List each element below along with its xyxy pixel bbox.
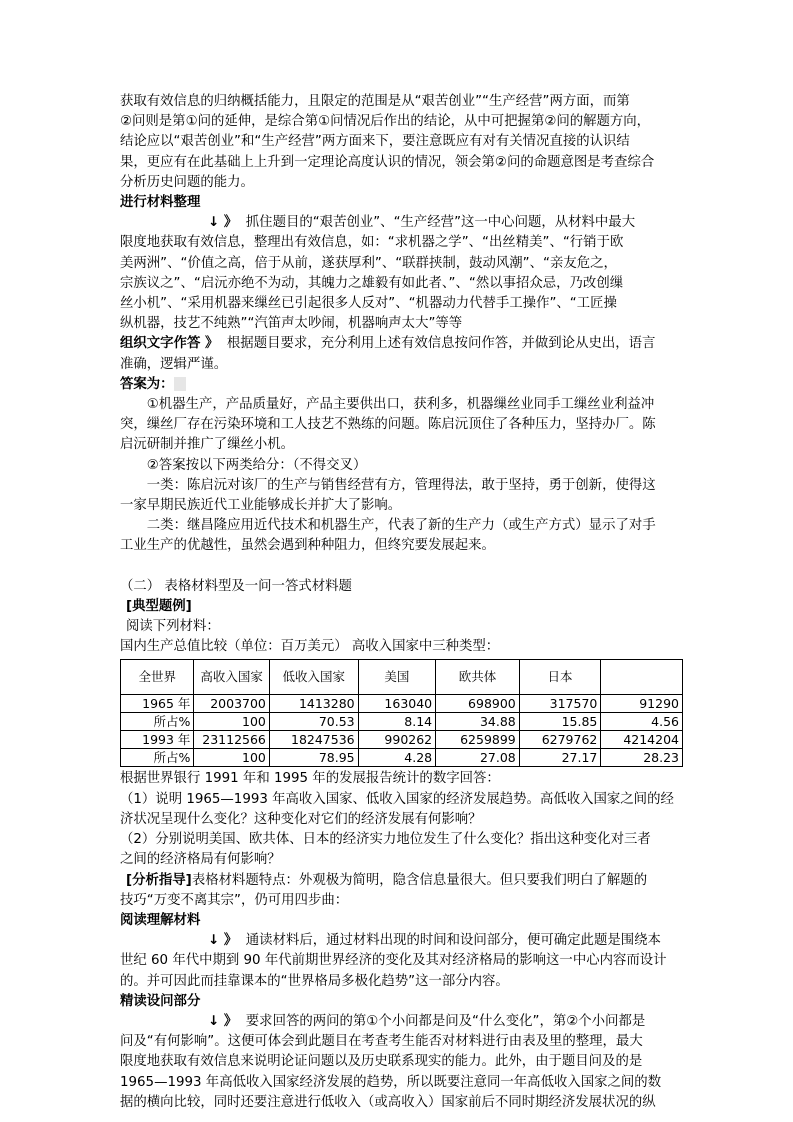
question-line: 根据世界银行 1991 年和 1995 年的发展报告统计的数字回答： xyxy=(120,771,500,787)
table-header-cell: 高收入国家 xyxy=(194,660,269,695)
table-cell: 27.08 xyxy=(436,749,520,767)
answer-line: 一家早期民族近代工业能够成长并扩大了影响。 xyxy=(120,498,402,514)
table-cell: 8.14 xyxy=(358,713,436,731)
section-heading-organize-material: 进行材料整理 xyxy=(120,195,201,211)
table-cell: 所占% xyxy=(121,713,194,731)
table-cell: 91290 xyxy=(601,695,683,713)
table-cell: 4.56 xyxy=(601,713,683,731)
arrow-icon: ↓ 》 xyxy=(208,1013,238,1029)
arrow-icon: ↓ 》 xyxy=(208,215,238,231)
table-cell: 1965 年 xyxy=(121,695,194,713)
body-line: 纵机器，技艺不纯熟”“汽笛声太吵闹，机器响声太大”等等 xyxy=(120,316,463,332)
body-line: 技巧“万变不离其宗”，仍可用四步曲： xyxy=(120,892,349,908)
table-header-cell: 日本 xyxy=(519,660,601,695)
guide-line xyxy=(120,871,685,891)
step-text: 通读材料后，通过材料出现的时间和设问部分，便可确定此题是围绕本 xyxy=(245,933,661,949)
step-arrow-line xyxy=(120,1012,685,1032)
section-heading-organize-answer: 组织文字作答 》 xyxy=(120,336,219,352)
read-instruction: 阅读下列材料： xyxy=(126,619,220,635)
table-cell: 28.23 xyxy=(601,749,683,767)
question-line: 济状况呈现什么变化？这种变化对它们的经济发展有何影响？ xyxy=(120,811,482,827)
table-cell: 1413280 xyxy=(269,695,358,713)
answer-line: ②答案按以下两类给分：（不得交叉） xyxy=(146,457,367,473)
example-label: [典型题例] xyxy=(126,598,192,614)
section-heading-read-material: 阅读理解材料 xyxy=(120,912,201,928)
table-cell: 100 xyxy=(194,713,269,731)
answer-line: 二类：继昌隆应用近代技术和机器生产，代表了新的生产力（或生产方式）显示了对手 xyxy=(146,518,656,534)
body-line: 的。并可因此而挂靠课本的“世界格局多极化趋势”这一部分内容。 xyxy=(120,973,509,989)
body-line: 丝小机”、“采用机器来缫丝已引起很多人反对”、“机器动力代替手工操作”、“工匠操 xyxy=(120,296,617,312)
intro-line: 获取有效信息的归纳概括能力，且限定的范围是从“艰苦创业”“生产经营”两方面，而第 xyxy=(120,94,630,109)
intro-line: 分析历史问题的能力。 xyxy=(120,174,254,190)
organize-answer-line xyxy=(120,334,685,354)
table-header-cell: 低收入国家 xyxy=(269,660,358,695)
table-caption: 国内生产总值比较（单位：百万美元） 高收入国家中三种类型： xyxy=(120,639,500,655)
table-header-row xyxy=(121,660,683,695)
answer-line: 突，缫丝厂存在污染环境和工人技艺不熟练的问题。陈启沅顶住了各种压力，坚持办厂。陈 xyxy=(120,417,656,433)
table-header-cell: 欧共体 xyxy=(436,660,520,695)
body-line: 限度地获取有效信息来说明论证问题以及历史联系现实的能力。此外，由于题目问及的是 xyxy=(120,1054,643,1070)
guide-text: 表格材料题特点：外观极为简明，隐含信息量很大。但只要我们明白了解题的 xyxy=(191,872,648,888)
gdp-table xyxy=(120,659,683,767)
table-cell: 27.17 xyxy=(519,749,601,767)
answer-line: 工业生产的优越性，虽然会遇到种种阻力，但终究要发展起来。 xyxy=(120,538,495,554)
table-row xyxy=(121,749,683,767)
table-cell: 15.85 xyxy=(519,713,601,731)
table-cell: 163040 xyxy=(358,695,436,713)
step-text: 要求回答的两问的第①个小问都是问及“什么变化”，第②个小问都是 xyxy=(245,1013,646,1029)
table-cell: 18247536 xyxy=(269,731,358,749)
body-line: 世纪 60 年代中期到 90 年代前期世界经济的变化及其对经济格局的影响这一中心内容而设计 xyxy=(120,953,667,969)
body-line: 宗族议之”、“启沅亦绝不为动，其魄力之雄毅有如此者、”、“然以事招众忌，乃改创缫 xyxy=(120,275,624,291)
table-header-cell xyxy=(601,660,683,695)
intro-line: 结论应以“艰苦创业”和“生产经营”两方面来下，要注意既应有对有关情况直接的认识结 xyxy=(120,134,630,150)
section-title: （二） 表格材料型及一问一答式材料题 xyxy=(120,578,352,594)
answer-line: ①机器生产，产品质量好，产品主要供出口，获利多，机器缫丝业同手工缫丝业利益冲 xyxy=(146,397,655,413)
table-cell: 70.53 xyxy=(269,713,358,731)
body-line: 问及“有何影响”。这便可体会到此题目在考查考生能否对材料进行由表及里的整理，最大 xyxy=(120,1034,643,1050)
highlight-mark xyxy=(174,377,186,391)
body-line: 美两洲”、“价值之高，倍于从前，遂获厚利”、“联群挟制，鼓动风潮”、“亲友危之， xyxy=(120,255,617,271)
table-row xyxy=(121,695,683,713)
table-cell: 34.88 xyxy=(436,713,520,731)
answer-line: 一类：陈启沅对该厂的生产与销售经营有方，管理得法，敢于坚持，勇于创新，使得这 xyxy=(146,477,656,493)
question-line: （1）说明 1965—1993 年高收入国家、低收入国家的经济发展趋势。高低收入国家之间的经 xyxy=(120,791,674,807)
guide-label: [分析指导] xyxy=(126,872,192,888)
intro-line: ②问则是第①问的延伸，是综合第①问情况后作出的结论，从中可把握第②问的解题方向， xyxy=(120,114,651,130)
step-arrow-line xyxy=(120,931,685,951)
question-line: 之间的经济格局有何影响？ xyxy=(120,852,281,868)
table-cell: 990262 xyxy=(358,731,436,749)
table-cell: 1993 年 xyxy=(121,731,194,749)
question-line: （2）分别说明美国、欧共体、日本的经济实力地位发生了什么变化？指出这种变化对三者 xyxy=(120,832,651,848)
section-heading-read-questions: 精读设问部分 xyxy=(120,993,201,1009)
body-line: 准确，逻辑严谨。 xyxy=(120,356,228,372)
table-header-cell: 全世界 xyxy=(121,660,194,695)
table-cell: 2003700 xyxy=(194,695,269,713)
step-text: 抓住题目的“艰苦创业”、“生产经营”这一中心问题，从材料中最大 xyxy=(245,215,636,231)
body-line: 限度地获取有效信息，整理出有效信息，如：“求机器之学”、“出丝精美”、“行销于欧 xyxy=(120,235,624,251)
table-cell: 317570 xyxy=(519,695,601,713)
answer-line: 启沅研制并推广了缫丝小机。 xyxy=(120,437,295,453)
table-header-cell: 美国 xyxy=(358,660,436,695)
answer-heading: 答案为： xyxy=(120,376,174,392)
table-cell: 4214204 xyxy=(601,731,683,749)
step-text: 根据题目要求，充分利用上述有效信息按问作答，并做到论从史出，语言 xyxy=(226,336,656,352)
table-cell: 4.28 xyxy=(358,749,436,767)
answer-heading-line xyxy=(120,375,685,395)
table-row xyxy=(121,713,683,731)
table-cell: 23112566 xyxy=(194,731,269,749)
step-arrow-line xyxy=(120,213,685,233)
table-row xyxy=(121,731,683,749)
table-cell: 6259899 xyxy=(436,731,520,749)
table-cell: 所占% xyxy=(121,749,194,767)
body-line: 据的横向比较，同时还要注意进行低收入（或高收入）国家前后不同时期经济发展状况的纵 xyxy=(120,1094,656,1110)
table-cell: 100 xyxy=(194,749,269,767)
table-cell: 698900 xyxy=(436,695,520,713)
table-cell: 6279762 xyxy=(519,731,601,749)
table-cell: 78.95 xyxy=(269,749,358,767)
intro-line: 果，更应有在此基础上上升到一定理论高度认识的情况，领会第②问的命题意图是考查综合 xyxy=(120,154,655,170)
body-line: 1965—1993 年高低收入国家经济发展的趋势，所以既要注意同一年高低收入国家之间的数 xyxy=(120,1074,662,1090)
document-page xyxy=(120,92,685,1113)
arrow-icon: ↓ 》 xyxy=(208,933,238,949)
